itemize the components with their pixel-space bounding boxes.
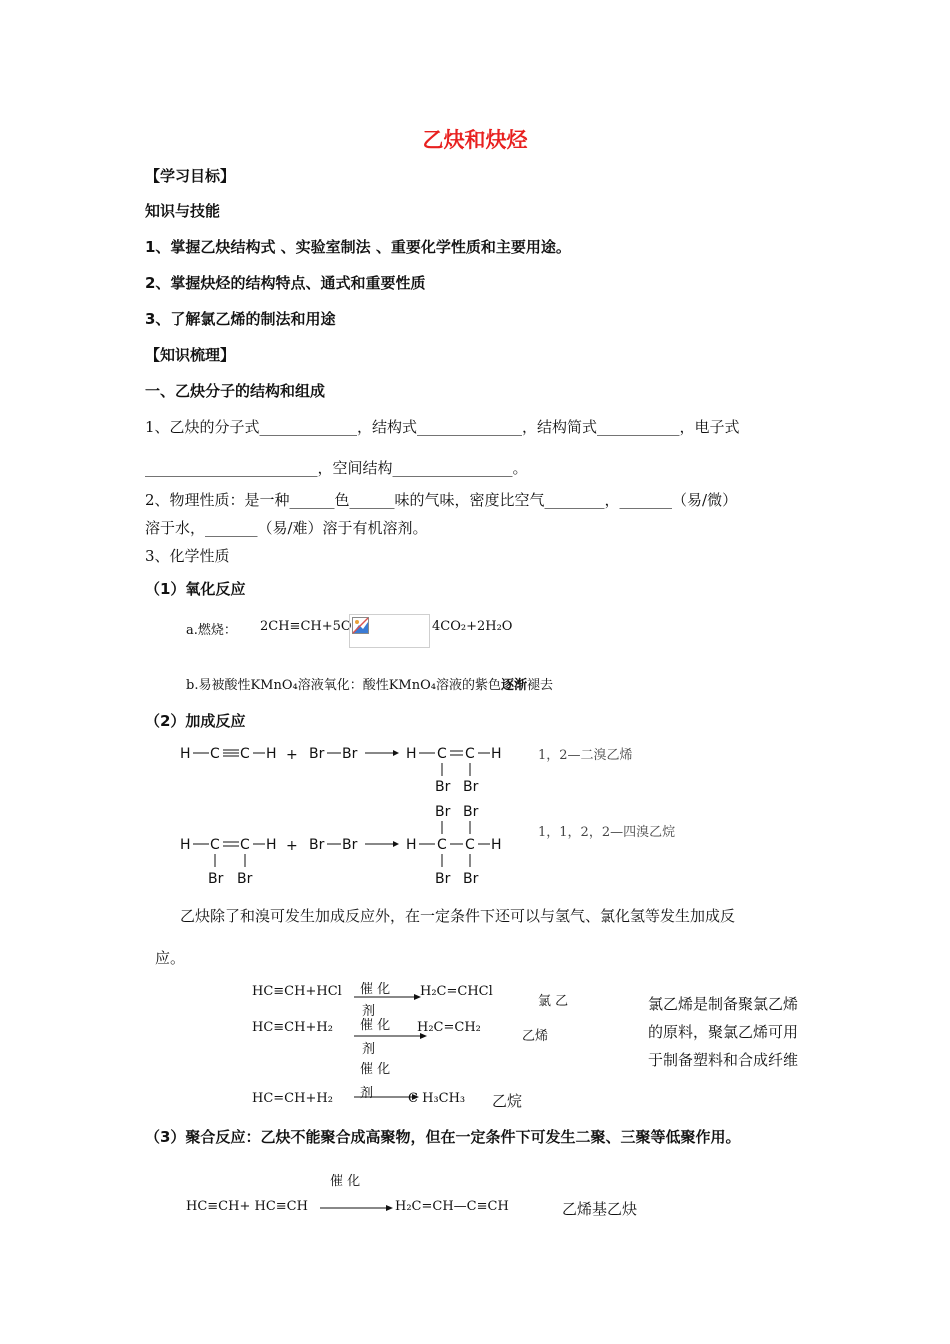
catalyst-label-2: 催 化 bbox=[360, 1018, 391, 1033]
svg-text:Br: Br bbox=[435, 779, 451, 795]
addition-paragraph-end: 应。 bbox=[155, 949, 186, 967]
h2-reaction-left: HC≡CH+H₂ bbox=[252, 1020, 333, 1035]
addition-paragraph: 乙炔除了和溴可发生加成反应外，在一定条件下还可以与氢气、氯化氢等发生加成反 bbox=[180, 907, 736, 925]
part1-header: 一、乙炔分子的结构和组成 bbox=[145, 382, 326, 400]
svg-text:H: H bbox=[406, 746, 417, 762]
ethane-name: 乙烷 bbox=[492, 1092, 523, 1110]
svg-text:H: H bbox=[266, 837, 277, 853]
svg-text:C: C bbox=[465, 746, 475, 762]
reaction-arrow-4 bbox=[320, 1204, 394, 1212]
side-note-line-1: 氯乙烯是制备聚氯乙烯 bbox=[648, 995, 799, 1013]
svg-text:H: H bbox=[180, 837, 191, 853]
svg-text:Br: Br bbox=[463, 779, 479, 795]
objective-3: 3、了解氯乙烯的制法和用途 bbox=[145, 310, 336, 328]
h2b-reaction-right: C H₃CH₃ bbox=[408, 1091, 466, 1106]
svg-text:C: C bbox=[210, 837, 220, 853]
kmno4-line: b.易被酸性KMnO₄溶液氧化：酸性KMnO₄溶液的紫色逐渐褪去 bbox=[186, 678, 554, 693]
svg-text:C: C bbox=[437, 746, 447, 762]
svg-text:C: C bbox=[240, 746, 250, 762]
svg-text:C: C bbox=[465, 837, 475, 853]
hcl-reaction-left: HC≡CH+HCl bbox=[252, 984, 342, 999]
vinyl-chloride-name-1: 氯 乙 bbox=[538, 994, 569, 1009]
reaction-2-product-name: 1，1，2，2—四溴乙烷 bbox=[538, 825, 676, 840]
svg-text:+: + bbox=[286, 747, 298, 763]
svg-text:+: + bbox=[286, 838, 298, 854]
question-2-line2: 溶于水，_______（易/难）溶于有机溶剂。 bbox=[145, 519, 428, 537]
side-note bbox=[648, 990, 798, 1074]
svg-text:H: H bbox=[491, 746, 502, 762]
catalyst-label-3: 催 化 bbox=[360, 1062, 391, 1077]
svg-text:C: C bbox=[240, 837, 250, 853]
h2-reaction-right: H₂C=CH₂ bbox=[417, 1020, 481, 1035]
polymerization-line: （3）聚合反应：乙炔不能聚合成高聚物，但在一定条件下可发生二聚、三聚等低聚作用。 bbox=[145, 1128, 741, 1146]
vinyl-chloride-name-2: 乙烯 bbox=[522, 1029, 549, 1044]
side-note-line-2: 的原料，聚氯乙烯可用 bbox=[648, 1023, 799, 1041]
combustion-equation-right: 4CO₂+2H₂O bbox=[432, 619, 513, 634]
reaction-2-structure bbox=[175, 800, 515, 890]
reaction-1-structure bbox=[175, 738, 515, 798]
question-1-line1: 1、乙炔的分子式_____________，结构式______________，结构简式___________，电子式 bbox=[145, 418, 740, 436]
addition-header: （2）加成反应 bbox=[145, 712, 246, 730]
question-2-line1: 2、物理性质：是一种______色______味的气味，密度比空气________，_______（易/微） bbox=[145, 491, 738, 509]
oxidation-header: （1）氧化反应 bbox=[145, 580, 246, 598]
question-3: 3、化学性质 bbox=[145, 547, 230, 565]
hcl-reaction-right: H₂C=CHCl bbox=[420, 984, 493, 999]
question-1-line2: _______________________，空间结构________________。 bbox=[145, 459, 528, 477]
reaction-1-product-name: 1，2—二溴乙烯 bbox=[538, 748, 633, 763]
dimer-reaction-right: H₂C=CH—C≡CH bbox=[395, 1199, 509, 1214]
svg-text:H: H bbox=[406, 837, 417, 853]
page-title: 乙炔和炔烃 bbox=[422, 128, 528, 152]
objective-1: 1、掌握乙炔结构式 、实验室制法 、重要化学性质和主要用途。 bbox=[145, 238, 571, 256]
svg-text:Br: Br bbox=[463, 804, 479, 820]
svg-text:Br: Br bbox=[435, 804, 451, 820]
svg-text:C: C bbox=[210, 746, 220, 762]
svg-text:Br: Br bbox=[309, 746, 325, 762]
catalyst-label-4: 催 化 bbox=[330, 1174, 361, 1189]
svg-text:Br: Br bbox=[342, 837, 358, 853]
catalyst-label-1: 催 化 bbox=[360, 982, 391, 997]
svg-text:Br: Br bbox=[208, 871, 224, 887]
catalyst-label-2b: 剂 bbox=[362, 1042, 376, 1057]
catalyst-label-3b: 剂 bbox=[360, 1086, 374, 1101]
side-note-line-3: 于制备塑料和合成纤维 bbox=[648, 1051, 799, 1069]
broken-image-placeholder bbox=[349, 614, 430, 648]
objective-2: 2、掌握炔烃的结构特点、通式和重要性质 bbox=[145, 274, 426, 292]
svg-text:Br: Br bbox=[309, 837, 325, 853]
h2b-reaction-left: HC=CH+H₂ bbox=[252, 1091, 333, 1106]
combustion-label: a.燃烧： bbox=[186, 623, 237, 638]
broken-image-icon bbox=[352, 617, 369, 634]
svg-text:H: H bbox=[266, 746, 277, 762]
catalyst-label-1b: 剂 bbox=[362, 1004, 376, 1019]
svg-text:Br: Br bbox=[435, 871, 451, 887]
combustion-equation-left: 2CH≡CH+5O bbox=[260, 619, 352, 634]
svg-text:H: H bbox=[180, 746, 191, 762]
objectives-header: 【学习目标】 bbox=[145, 167, 236, 185]
svg-text:Br: Br bbox=[237, 871, 253, 887]
svg-text:Br: Br bbox=[342, 746, 358, 762]
svg-text:H: H bbox=[491, 837, 502, 853]
knowledge-skills-heading: 知识与技能 bbox=[145, 202, 221, 220]
dimer-reaction-left: HC≡CH+ HC≡CH bbox=[186, 1199, 308, 1214]
review-header: 【知识梳理】 bbox=[145, 346, 236, 364]
svg-text:C: C bbox=[437, 837, 447, 853]
dimer-product-name: 乙烯基乙炔 bbox=[562, 1200, 638, 1218]
svg-text:Br: Br bbox=[463, 871, 479, 887]
